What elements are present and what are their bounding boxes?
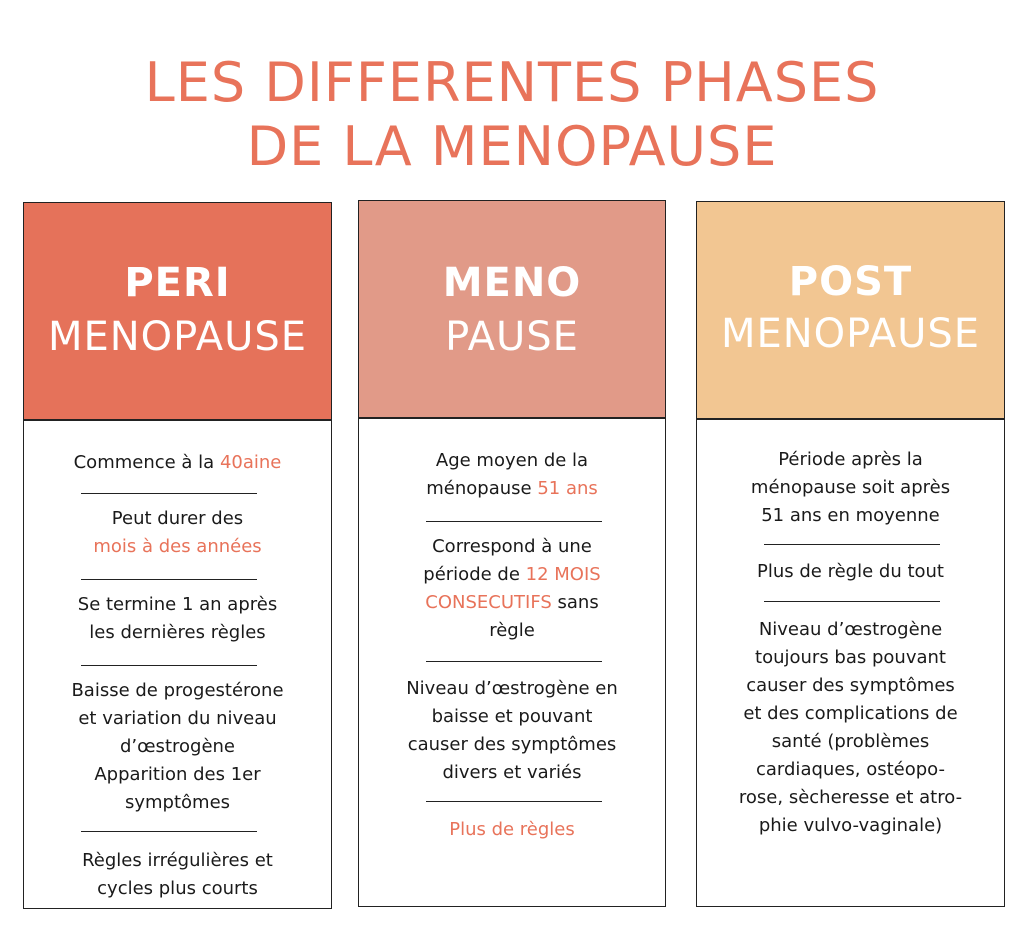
meno-item-definition: Correspond à une période de 12 MOIS CONSECUTIFS sans règle bbox=[423, 536, 601, 641]
card-perimenopause bbox=[23, 202, 332, 909]
separator bbox=[81, 579, 257, 580]
title-line-2: DE LA MENOPAUSE bbox=[246, 115, 778, 178]
card-body-peri bbox=[23, 420, 332, 909]
header-title-post-2: MENOPAUSE bbox=[720, 311, 981, 357]
separator bbox=[426, 661, 602, 662]
meno-item-estrogen: Niveau d’œstrogène en baisse et pouvant causer des symptômes divers et variés bbox=[406, 678, 618, 783]
header-title-peri-2: MENOPAUSE bbox=[47, 314, 308, 360]
meno-item-age: Age moyen de la ménopause 51 ans bbox=[426, 450, 598, 499]
separator bbox=[426, 521, 602, 522]
post-item-no-periods: Plus de règle du tout bbox=[757, 561, 944, 582]
separator bbox=[81, 493, 257, 494]
peri-item-duration: Peut durer des mois à des années bbox=[93, 508, 262, 557]
separator bbox=[764, 601, 940, 602]
card-body-meno bbox=[358, 418, 666, 907]
header-title-meno-1: MENO bbox=[442, 260, 582, 306]
card-postmenopause bbox=[696, 201, 1005, 907]
card-body-post bbox=[696, 419, 1005, 907]
title-line-1: LES DIFFERENTES PHASES bbox=[144, 51, 880, 114]
post-item-estrogen: Niveau d’œstrogène toujours bas pouvant causer des symptômes et des complications de santé (problèmes cardiaques, ostéopo- rose, sècheresse et atro- phie vulvo-vaginale) bbox=[738, 619, 963, 836]
peri-item-start: Commence à la 40aine bbox=[73, 452, 282, 473]
peri-item-end: Se termine 1 an après les dernières règles bbox=[77, 594, 278, 643]
header-title-post-1: POST bbox=[788, 259, 913, 305]
meno-item-no-periods: Plus de règles bbox=[449, 819, 575, 840]
separator bbox=[81, 665, 257, 666]
peri-item-cycles: Règles irrégulières et cycles plus courts bbox=[82, 850, 273, 899]
card-header-post bbox=[696, 201, 1005, 419]
header-title-peri-1: PERI bbox=[124, 260, 231, 306]
card-header-peri bbox=[23, 202, 332, 420]
card-header-meno bbox=[358, 200, 666, 418]
post-item-period: Période après la ménopause soit après 51 ans en moyenne bbox=[750, 449, 951, 526]
header-title-meno-2: PAUSE bbox=[445, 314, 579, 360]
card-menopause bbox=[358, 200, 666, 907]
peri-item-hormones: Baisse de progestérone et variation du niveau d’œstrogène Apparition des 1er symptômes bbox=[71, 680, 284, 813]
separator bbox=[426, 801, 602, 802]
separator bbox=[764, 544, 940, 545]
separator bbox=[81, 831, 257, 832]
